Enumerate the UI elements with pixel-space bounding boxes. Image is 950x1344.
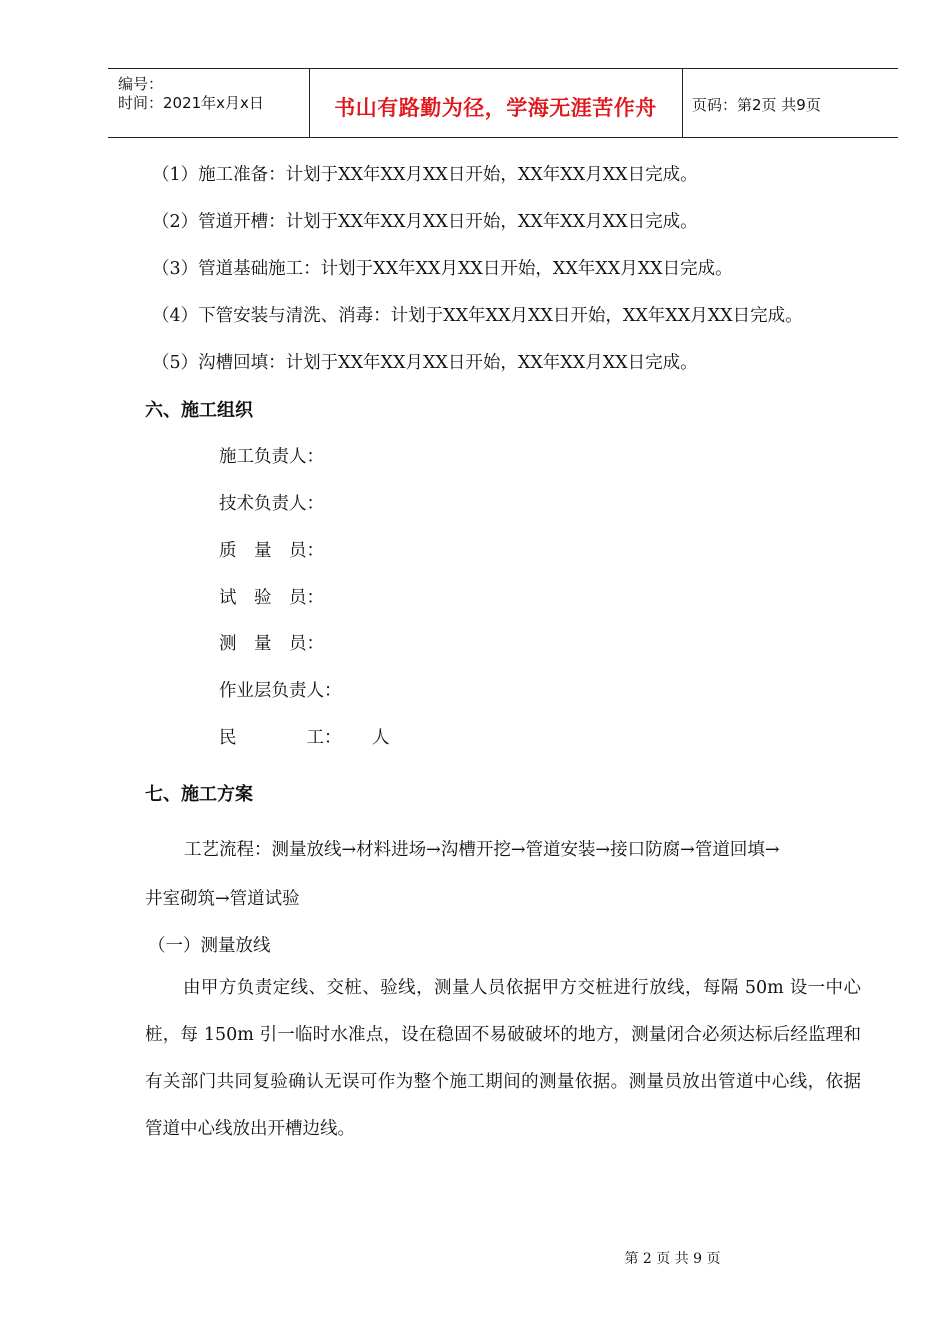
- role-label: 试 验 员：: [219, 588, 324, 608]
- header-motto: 书山有路勤为径，学海无涯苦作舟: [334, 96, 657, 120]
- header-motto-cell: [309, 69, 683, 137]
- role-label: 施工负责人：: [219, 447, 324, 467]
- laborer-unit: 人: [372, 728, 390, 748]
- page-header: [108, 68, 898, 138]
- process-flow-line: 井室砌筑→管道试验: [145, 889, 300, 909]
- role-label: 质 量 员：: [219, 541, 324, 561]
- role-label: 作业层负责人：: [219, 681, 342, 701]
- subsection-heading: （一）测量放线: [148, 936, 271, 956]
- process-flow-line: 工艺流程：测量放线→材料进场→沟槽开挖→管道安装→接口防腐→管道回填→: [184, 840, 780, 860]
- document-number-label: 编号：: [118, 75, 164, 93]
- schedule-item: （3）管道基础施工：计划于XX年XX月XX日开始，XX年XX月XX日完成。: [152, 259, 733, 279]
- header-page-info: 页码：第2页 共9页: [692, 96, 821, 114]
- schedule-item: （5）沟槽回填：计划于XX年XX月XX日开始，XX年XX月XX日完成。: [152, 353, 698, 373]
- role-label: 测 量 员：: [219, 634, 324, 654]
- role-label: 技术负责人：: [219, 494, 324, 514]
- schedule-item: （2）管道开槽：计划于XX年XX月XX日开始，XX年XX月XX日完成。: [152, 212, 698, 232]
- section-heading: 七、施工方案: [145, 784, 253, 805]
- schedule-item: （1）施工准备：计划于XX年XX月XX日开始，XX年XX月XX日完成。: [152, 165, 698, 185]
- schedule-item: （4）下管安装与清洗、消毒：计划于XX年XX月XX日开始，XX年XX月XX日完成。: [152, 306, 803, 326]
- laborer-label: 民 工：: [219, 728, 342, 748]
- document-date: 时间：2021年x月x日: [118, 94, 264, 112]
- section-heading: 六、施工组织: [145, 400, 253, 421]
- page-footer: 第 2 页 共 9 页: [624, 1251, 721, 1267]
- header-meta-cell: [108, 69, 310, 137]
- survey-paragraph: 由甲方负责定线、交桩、验线，测量人员依据甲方交桩进行放线，每隔 50m 设一中心桩，每 150m 引一临时水准点，设在稳固不易破破坏的地方，测量闭合必须达标后经监理和有关部门共同复验确认无误可作为整个施工期间的测量依据。测量员放出管道中心线，依据管道中心线放出开槽边线。: [145, 978, 861, 1139]
- header-page-cell: [682, 69, 898, 137]
